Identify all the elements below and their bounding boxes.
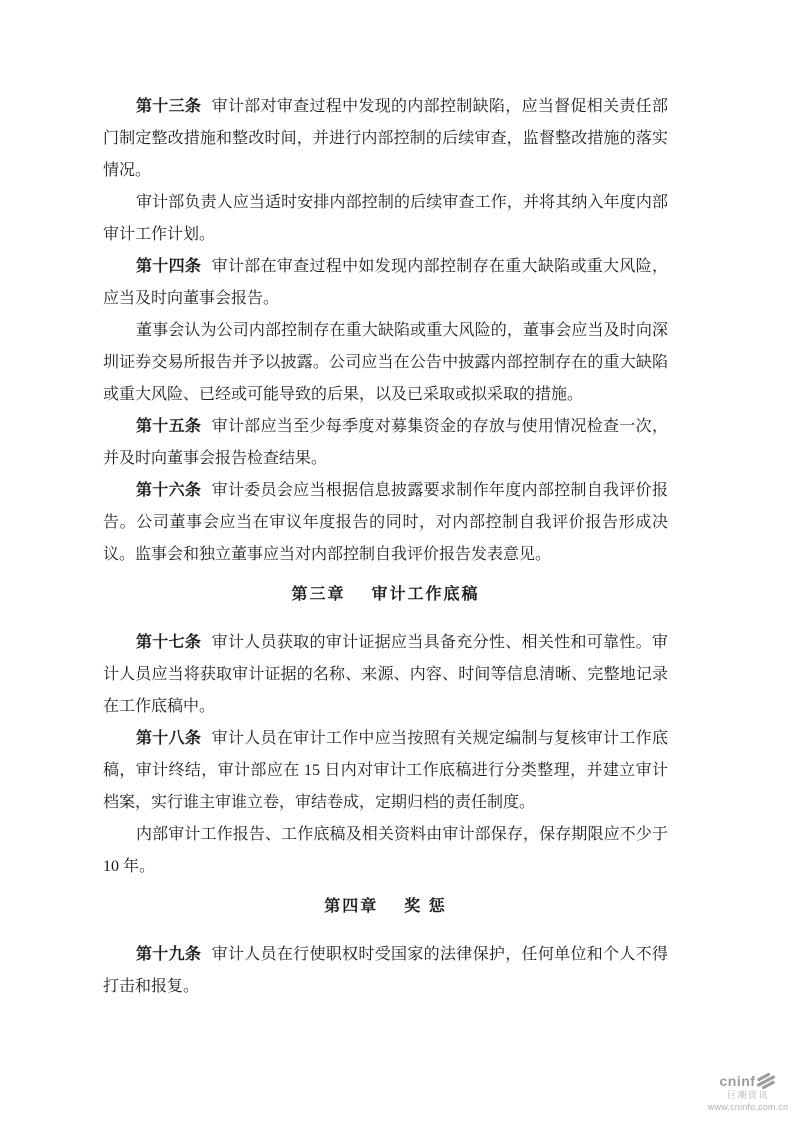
article-15-text: 审计部应当至少每季度对募集资金的存放与使用情况检查一次，并及时向董事会报告检查结果。 bbox=[103, 418, 668, 467]
article-14-subparagraph-text: 董事会认为公司内部控制存在重大缺陷或重大风险的，董事会应当及时向深圳证券交易所报告并予以披露。公司应当在公告中披露内部控制存在的重大缺陷或重大风险、已经或可能导致的后果，以及已采取或拟采取的措施。 bbox=[103, 322, 668, 403]
article-19-paragraph bbox=[103, 939, 668, 1003]
article-16-number: 第十六条 bbox=[136, 482, 202, 499]
cninfo-brand-row bbox=[706, 1072, 790, 1090]
article-17-paragraph bbox=[103, 627, 668, 723]
chapter-3-title: 审计工作底稿 bbox=[371, 586, 480, 603]
cninfo-watermark bbox=[706, 1072, 790, 1112]
article-14-text: 审计部在审查过程中如发现内部控制存在重大缺陷或重大风险，应当及时向董事会报告。 bbox=[103, 258, 668, 307]
article-19-text: 审计人员在行使职权时受国家的法律保护，任何单位和个人不得打击和报复。 bbox=[103, 946, 668, 995]
article-18-text: 审计人员在审计工作中应当按照有关规定编制与复核审计工作底稿，审计终结，审计部应在 15 日内对审计工作底稿进行分类整理，并建立审计档案，实行谁主审谁立卷，审结卷成，定期归档的责任制度。 bbox=[103, 730, 668, 811]
article-13-text: 审计部对审查过程中发现的内部控制缺陷，应当督促相关责任部门制定整改措施和整改时间，并进行内部控制的后续审查，监督整改措施的落实情况。 bbox=[103, 98, 668, 179]
article-17-number: 第十七条 bbox=[136, 634, 202, 651]
cninfo-brand-text: cninf bbox=[719, 1073, 756, 1089]
article-13-subparagraph bbox=[103, 187, 668, 251]
chapter-3-heading bbox=[103, 579, 668, 611]
article-19-number: 第十九条 bbox=[136, 946, 202, 963]
article-13-paragraph bbox=[103, 91, 668, 187]
chapter-4-number: 第四章 bbox=[324, 898, 379, 915]
article-18-paragraph bbox=[103, 723, 668, 819]
article-14-number: 第十四条 bbox=[136, 258, 202, 275]
article-16-paragraph bbox=[103, 475, 668, 571]
chapter-4-heading bbox=[103, 891, 668, 923]
article-18-subparagraph bbox=[103, 819, 668, 883]
article-15-number: 第十五条 bbox=[136, 418, 202, 435]
cninfo-swirl-icon bbox=[756, 1072, 776, 1090]
article-18-number: 第十八条 bbox=[136, 730, 202, 747]
cninfo-chinese-name: 巨潮资讯 bbox=[726, 1090, 769, 1100]
article-17-text: 审计人员获取的审计证据应当具备充分性、相关性和可靠性。审计人员应当将获取审计证据的名称、来源、内容、时间等信息清晰、完整地记录在工作底稿中。 bbox=[103, 634, 668, 715]
chapter-4-title: 奖 惩 bbox=[404, 898, 447, 915]
article-16-text: 审计委员会应当根据信息披露要求制作年度内部控制自我评价报告。公司董事会应当在审议年度报告的同时，对内部控制自我评价报告形成决议。监事会和独立董事应当对内部控制自我评价报告发表意见。 bbox=[103, 482, 668, 563]
article-13-subparagraph-text: 审计部负责人应当适时安排内部控制的后续审查工作，并将其纳入年度内部审计工作计划。 bbox=[103, 194, 668, 243]
chapter-3-number: 第三章 bbox=[291, 586, 346, 603]
article-15-paragraph bbox=[103, 411, 668, 475]
article-18-subparagraph-text: 内部审计工作报告、工作底稿及相关资料由审计部保存，保存期限应不少于 10 年。 bbox=[103, 826, 668, 875]
cninfo-url: www.cninfo.com.cn bbox=[707, 1102, 789, 1112]
article-14-subparagraph bbox=[103, 315, 668, 411]
article-14-paragraph bbox=[103, 251, 668, 315]
article-13-number: 第十三条 bbox=[136, 98, 202, 115]
